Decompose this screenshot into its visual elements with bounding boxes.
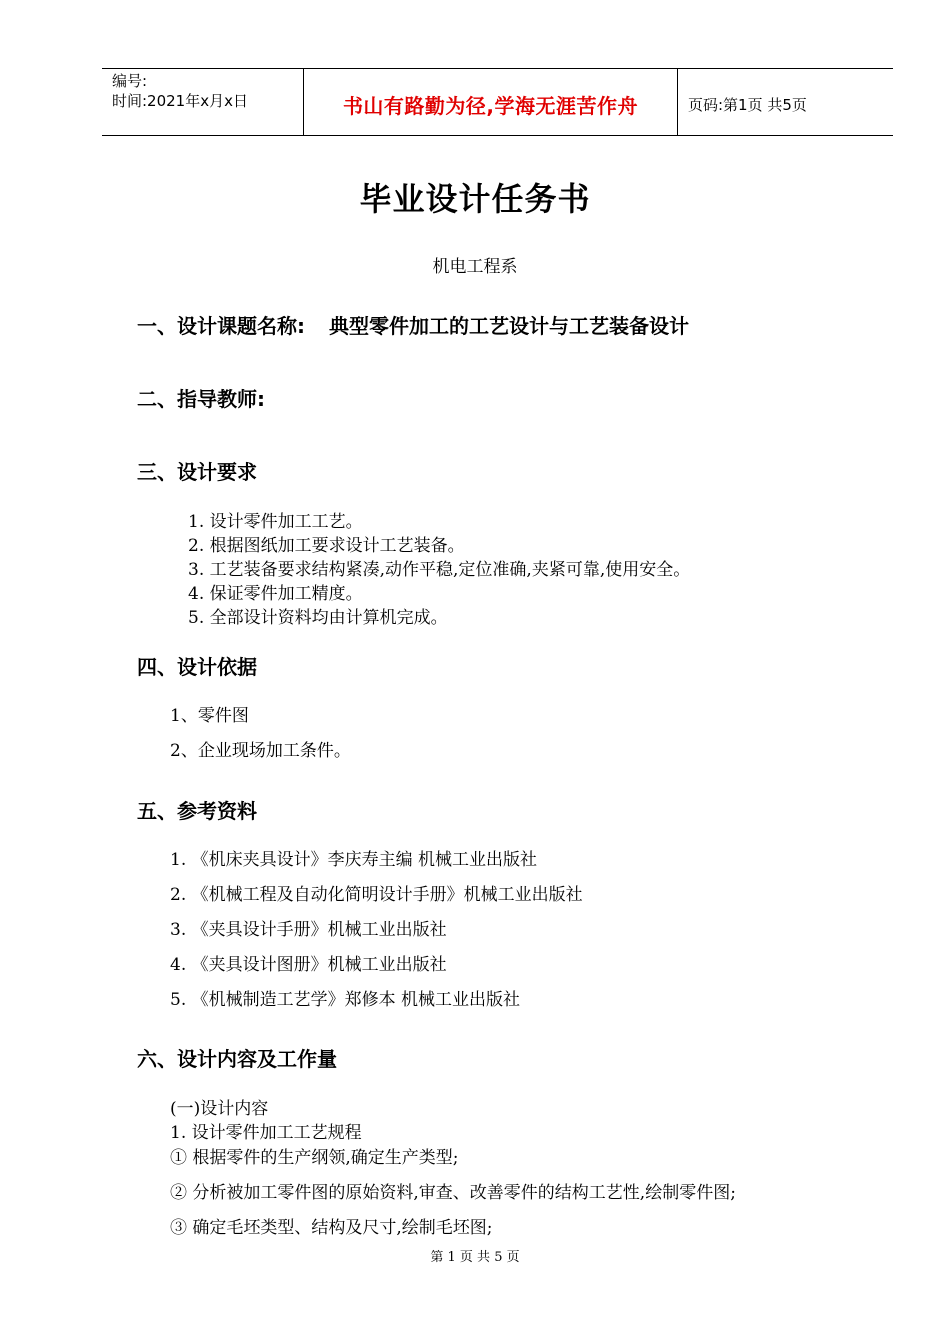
header-motto: 书山有路勤为径,学海无涯苦作舟: [304, 69, 678, 135]
list-item: 1、零件图: [170, 706, 249, 726]
list-item: ① 根据零件的生产纲领,确定生产类型;: [170, 1148, 459, 1168]
list-item: 2. 《机械工程及自动化简明设计手册》机械工业出版社: [170, 885, 583, 905]
list-item: 3. 《夹具设计手册》机械工业出版社: [170, 920, 447, 940]
sub-item: 1. 设计零件加工工艺规程: [170, 1123, 362, 1143]
number-label: 编号:: [112, 72, 148, 90]
section-basis: [137, 651, 257, 680]
page-header: [102, 68, 893, 136]
section-references: [137, 795, 257, 824]
sub-heading: (一)设计内容: [170, 1099, 269, 1119]
time-label: 时间:2021年x月x日: [112, 92, 248, 110]
section-heading: 四、设计依据: [137, 655, 257, 679]
topic-name: 典型零件加工的工艺设计与工艺装备设计: [329, 314, 689, 338]
section-heading: 五、参考资料: [137, 799, 257, 823]
header-meta: [102, 69, 304, 135]
list-item: 4. 《夹具设计图册》机械工业出版社: [170, 955, 447, 975]
list-item: 1. 《机床夹具设计》李庆寿主编 机械工业出版社: [170, 850, 538, 870]
department: 机电工程系: [432, 257, 518, 277]
list-item: 3. 工艺装备要求结构紧凑,动作平稳,定位准确,夹紧可靠,使用安全。: [188, 560, 691, 580]
header-page-label: 页码:第1页 共5页: [688, 95, 807, 114]
list-item: 2、企业现场加工条件。: [170, 741, 351, 761]
list-item: 5. 《机械制造工艺学》郑修本 机械工业出版社: [170, 990, 521, 1010]
list-item: ③ 确定毛坯类型、结构及尺寸,绘制毛坯图;: [170, 1218, 493, 1238]
section-heading: 三、设计要求: [137, 460, 257, 484]
section-topic: [137, 310, 689, 339]
section-heading: 一、设计课题名称:: [137, 314, 305, 338]
list-item: 4. 保证零件加工精度。: [188, 584, 363, 604]
section-advisor: [137, 383, 265, 412]
list-item: 1. 设计零件加工工艺。: [188, 512, 363, 532]
section-requirements: [137, 456, 257, 485]
list-item: 2. 根据图纸加工要求设计工艺装备。: [188, 536, 465, 556]
section-content: [137, 1043, 337, 1072]
section-heading: 六、设计内容及工作量: [137, 1047, 337, 1071]
document-title: 毕业设计任务书: [359, 180, 591, 218]
section-heading: 二、指导教师:: [137, 387, 265, 411]
list-item: 5. 全部设计资料均由计算机完成。: [188, 608, 448, 628]
list-item: ② 分析被加工零件图的原始资料,审查、改善零件的结构工艺性,绘制零件图;: [170, 1183, 736, 1203]
page-footer: 第 1 页 共 5 页: [430, 1250, 520, 1265]
